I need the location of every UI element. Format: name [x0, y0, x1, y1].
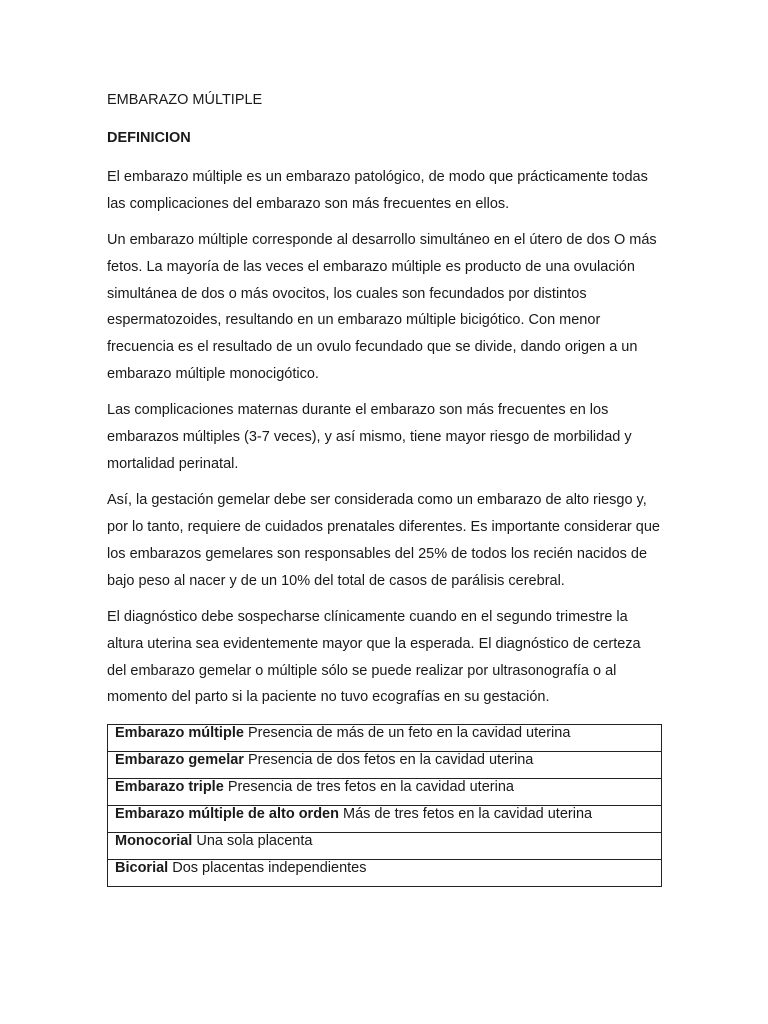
table-row — [108, 725, 662, 752]
table-cell — [108, 779, 662, 806]
definition-term: Embarazo múltiple de alto orden — [115, 806, 339, 823]
table-cell — [108, 833, 662, 860]
table-row — [108, 860, 662, 887]
definition-text: Presencia de dos fetos en la cavidad uterina — [247, 752, 534, 769]
table-cell — [108, 806, 662, 833]
definition-term: Embarazo múltiple — [115, 725, 244, 742]
paragraph-3: Las complicaciones maternas durante el embarazo son más frecuentes en los embarazos múltiples (3-7 veces), y así mismo, tiene mayor riesgo de morbilidad y mortalidad perinatal. — [107, 402, 632, 472]
document-title: EMBARAZO MÚLTIPLE — [107, 92, 263, 108]
definition-term: Bicorial — [115, 860, 169, 877]
definition-text: Presencia de tres fetos en la cavidad uterina — [227, 779, 514, 796]
table-cell — [108, 725, 662, 752]
definition-term: Embarazo triple — [115, 779, 224, 796]
table-cell — [108, 752, 662, 779]
table-row — [108, 806, 662, 833]
definition-text: Presencia de más de un feto en la cavidad uterina — [247, 725, 571, 742]
definition-text: Una sola placenta — [196, 833, 313, 850]
paragraph-4: Así, la gestación gemelar debe ser considerada como un embarazo de alto riesgo y, por lo tanto, requiere de cuidados prenatales diferentes. Es importante considerar que los embarazos gemelares son responsables del 25% de todos los recién nacidos de bajo peso al nacer y de un 10% del total de casos de parálisis cerebral. — [107, 492, 660, 589]
table-row — [108, 752, 662, 779]
definition-text: Más de tres fetos en la cavidad uterina — [343, 806, 593, 823]
paragraph-2: Un embarazo múltiple corresponde al desarrollo simultáneo en el útero de dos O más fetos. La mayoría de las veces el embarazo múltiple es producto de una ovulación simultánea de dos o más ovocitos, los cuales son fecundados por distintos espermatozoides, resultando en un embarazo múltiple bicigótico. Con menor frecuencia es el resultado de un ovulo fecundado que se divide, dando origen a un embarazo múltiple monocigótico. — [107, 232, 657, 383]
definition-term: Embarazo gemelar — [115, 752, 244, 769]
definition-text: Dos placentas independientes — [172, 860, 367, 877]
definitions-table — [107, 724, 662, 887]
table-row — [108, 779, 662, 806]
table-cell — [108, 860, 662, 887]
paragraph-1: El embarazo múltiple es un embarazo patológico, de modo que prácticamente todas las complicaciones del embarazo son más frecuentes en ellos. — [107, 169, 648, 212]
paragraph-5: El diagnóstico debe sospecharse clínicamente cuando en el segundo trimestre la altura uterina sea evidentemente mayor que la esperada. El diagnóstico de certeza del embarazo gemelar o múltiple sólo se puede realizar por ultrasonografía o al momento del parto si la paciente no tuvo ecografías en su gestación. — [107, 608, 641, 706]
definition-term: Monocorial — [115, 833, 193, 850]
section-heading: DEFINICION — [107, 130, 191, 146]
table-row — [108, 833, 662, 860]
